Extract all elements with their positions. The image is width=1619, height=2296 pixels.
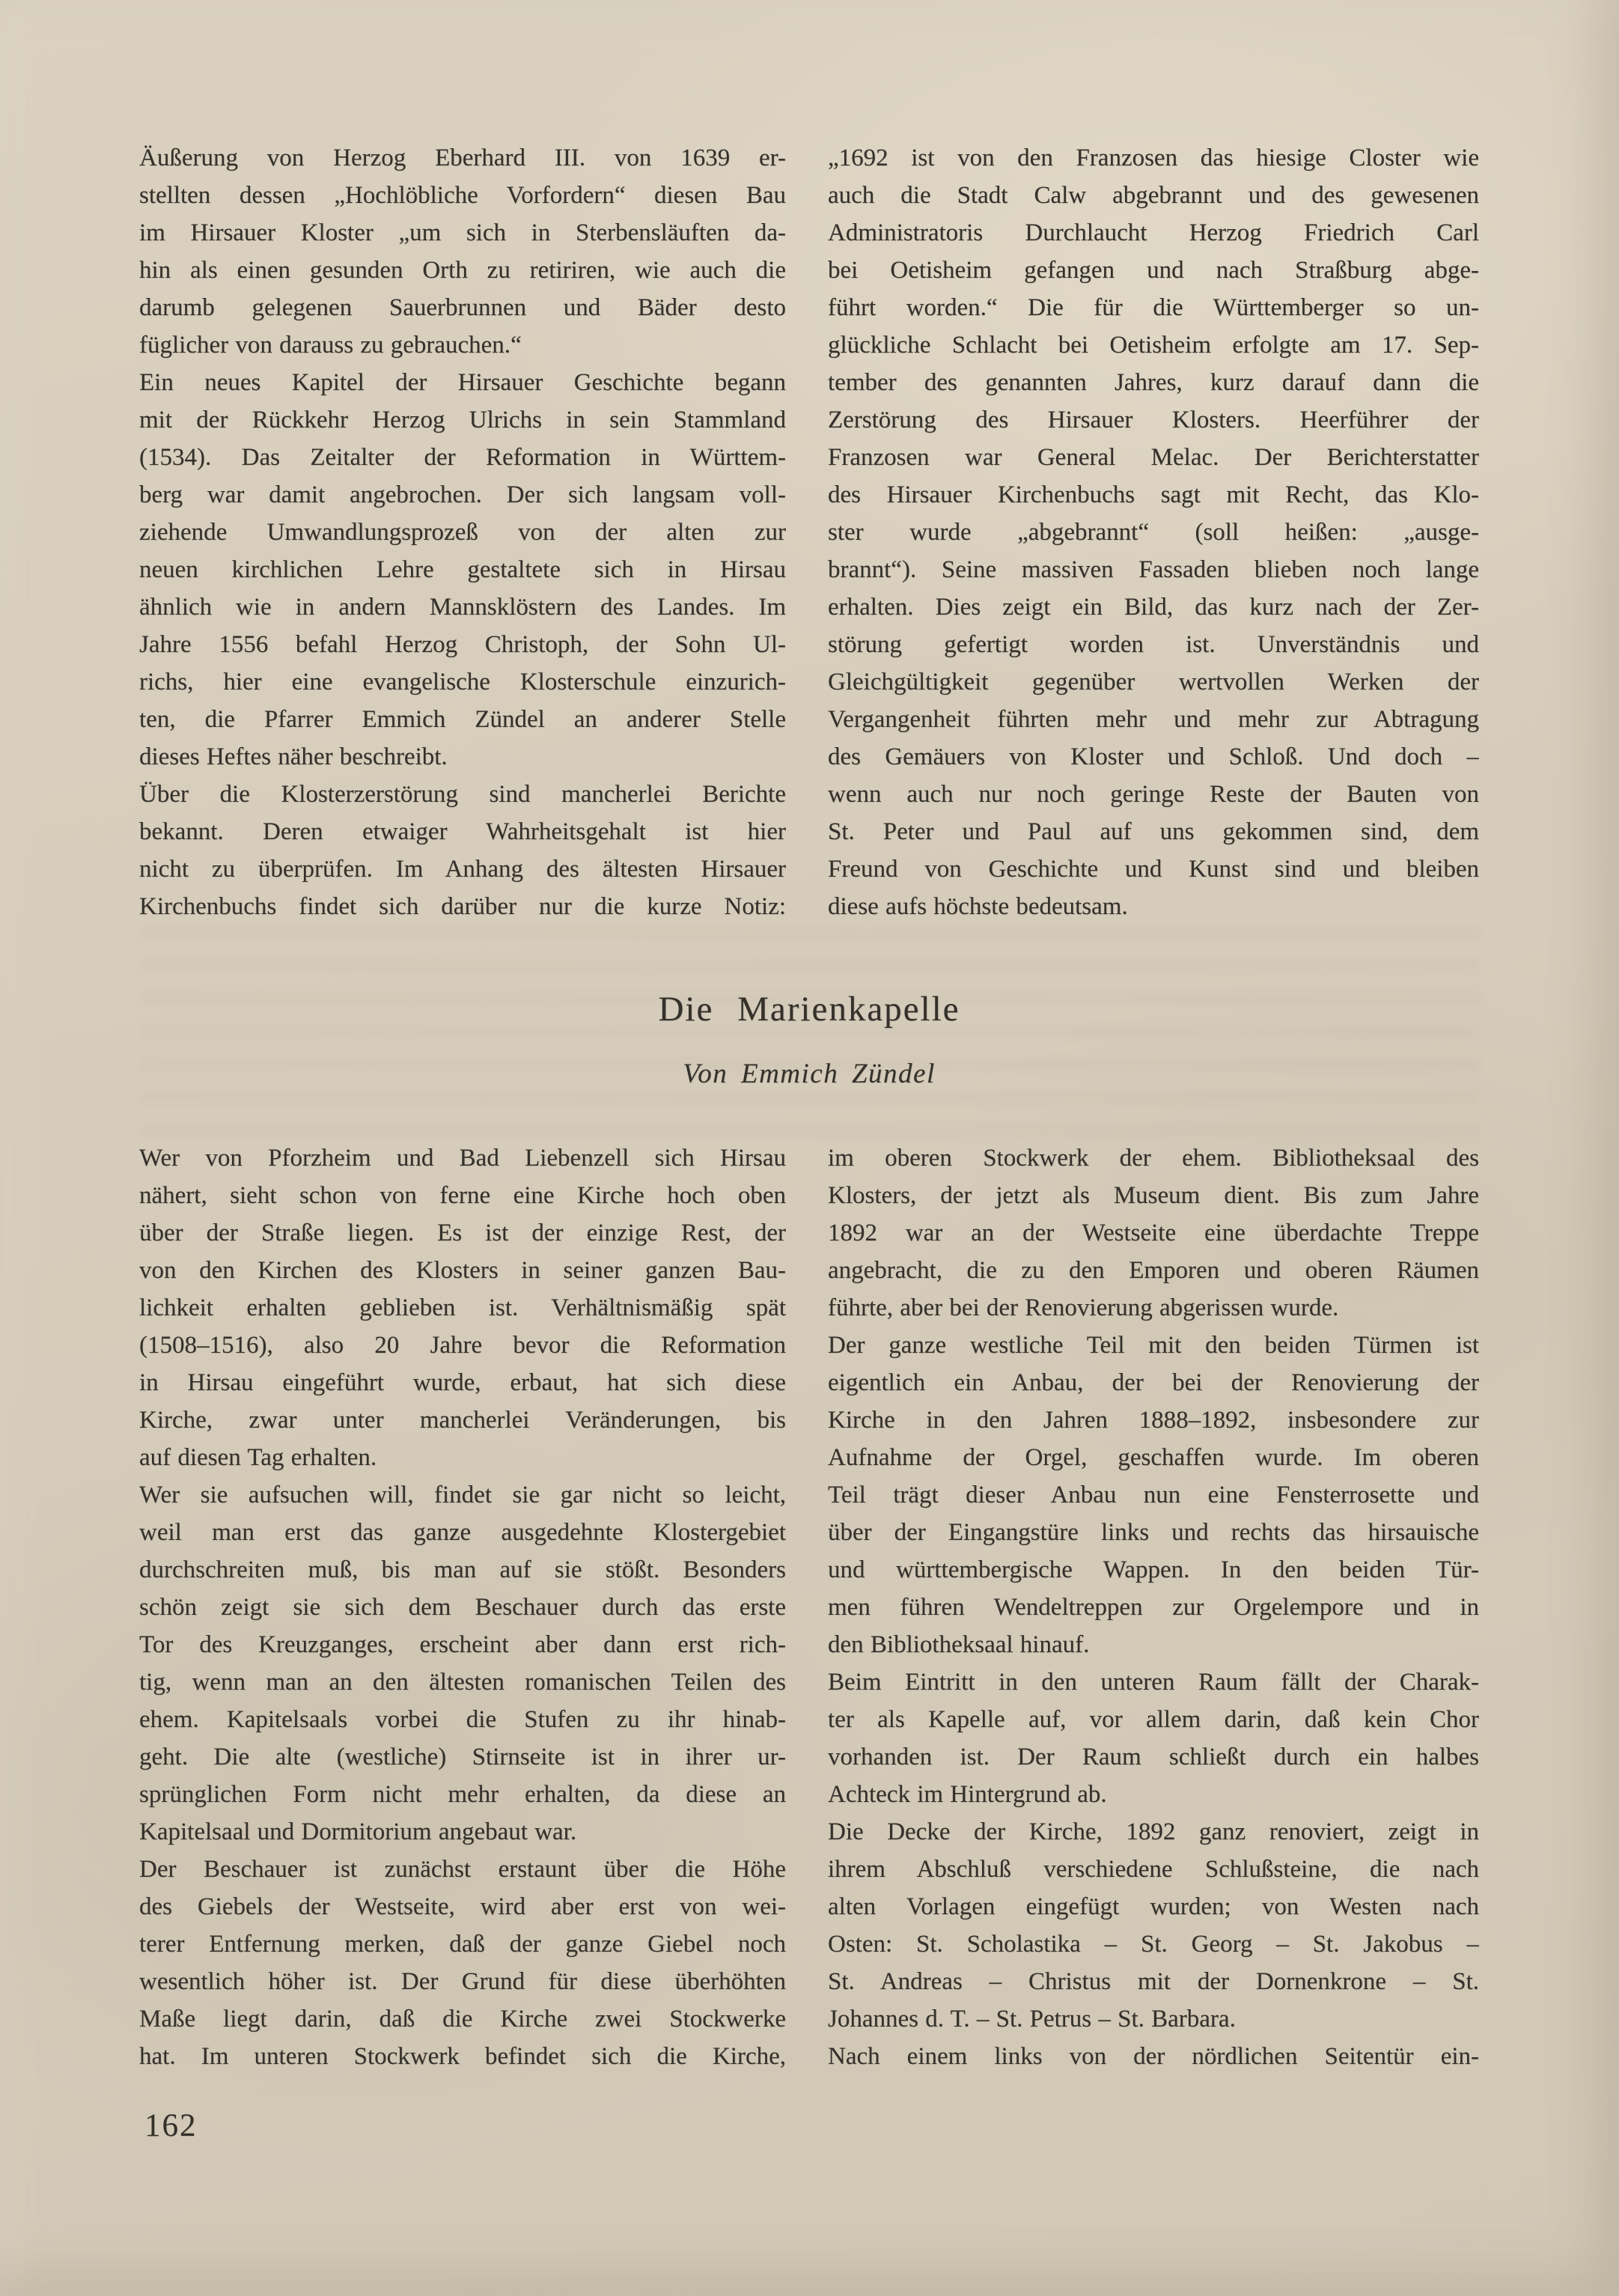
text-line: Der ganze westliche Teil mit den beiden Türmen ist	[828, 1332, 1479, 1359]
text-line: des Gemäuers von Kloster und Schloß. Und doch –	[828, 743, 1479, 770]
text-line: glückliche Schlacht bei Oetisheim erfolgte am 17. Sep-	[828, 332, 1479, 359]
text-line: terer Entfernung merken, daß der ganze Giebel noch	[139, 1931, 786, 1958]
text-line: ter als Kapelle auf, vor allem darin, daß kein Chor	[828, 1706, 1479, 1733]
text-line: darumb gelegenen Sauerbrunnen und Bäder desto	[139, 294, 786, 321]
page-number: 162	[144, 2108, 198, 2143]
article-byline: Von Emmich Zündel	[683, 1059, 936, 1089]
text-line: den Bibliotheksaal hinauf.	[828, 1631, 1090, 1658]
text-line: Kirchenbuchs findet sich darüber nur die kurze Notiz:	[139, 893, 786, 920]
text-line: Johannes d. T. – St. Petrus – St. Barbara.	[828, 2006, 1236, 2032]
text-line: des Giebels der Westseite, wird aber erst von wei-	[139, 1893, 786, 1920]
text-line: wenn auch nur noch geringe Reste der Bauten von	[828, 781, 1479, 808]
column-bottom-right	[828, 1139, 1479, 2075]
text-line: ehem. Kapitelsaals vorbei die Stufen zu ihr hinab-	[139, 1706, 786, 1733]
text-line: stellten dessen „Hochlöbliche Vorfordern“ diesen Bau	[139, 182, 786, 209]
text-line: bekannt. Deren etwaiger Wahrheitsgehalt ist hier	[139, 818, 786, 845]
text-line: nähert, sieht schon von ferne eine Kirche hoch oben	[139, 1182, 786, 1209]
text-line: Klosters, der jetzt als Museum dient. Bis zum Jahre	[828, 1182, 1479, 1209]
text-line: in Hirsau eingeführt wurde, erbaut, hat sich diese	[139, 1369, 786, 1396]
text-line: (1534). Das Zeitalter der Reformation in Württem-	[139, 444, 786, 471]
text-line: brannt“). Seine massiven Fassaden blieben noch lange	[828, 556, 1479, 583]
text-line: von den Kirchen des Klosters in seiner ganzen Bau-	[139, 1257, 786, 1284]
text-line: auf diesen Tag erhalten.	[139, 1444, 377, 1471]
text-line: störung gefertigt worden ist. Unverständnis und	[828, 631, 1479, 658]
text-line: men führen Wendeltreppen zur Orgelempore und in	[828, 1594, 1479, 1621]
article-title: Die Marienkapelle	[658, 990, 960, 1029]
text-line: Äußerung von Herzog Eberhard III. von 1639 er-	[139, 144, 786, 171]
text-line: durchschreiten muß, bis man auf sie stößt. Besonders	[139, 1556, 786, 1583]
text-line: erhalten. Dies zeigt ein Bild, das kurz nach der Zer-	[828, 594, 1479, 621]
text-line: tig, wenn man an den ältesten romanischen Teilen des	[139, 1669, 786, 1696]
text-line: im oberen Stockwerk der ehem. Bibliotheksaal des	[828, 1145, 1479, 1172]
text-line: sprünglichen Form nicht mehr erhalten, da diese an	[139, 1781, 786, 1808]
text-line: Osten: St. Scholastika – St. Georg – St. Jakobus –	[828, 1931, 1479, 1958]
text-line: dieses Heftes näher beschreibt.	[139, 743, 448, 770]
text-line: Franzosen war General Melac. Der Berichterstatter	[828, 444, 1479, 471]
text-line: des Hirsauer Kirchenbuchs sagt mit Recht, das Klo-	[828, 481, 1479, 508]
text-line: angebracht, die zu den Emporen und oberen Räumen	[828, 1257, 1479, 1284]
text-line: ten, die Pfarrer Emmich Zündel an anderer Stelle	[139, 706, 786, 733]
text-line: wesentlich höher ist. Der Grund für diese überhöhten	[139, 1968, 786, 1995]
text-line: Beim Eintritt in den unteren Raum fällt der Charak-	[828, 1669, 1479, 1696]
text-line: und württembergische Wappen. In den beiden Tür-	[828, 1556, 1479, 1583]
text-line: berg war damit angebrochen. Der sich langsam voll-	[139, 481, 786, 508]
text-line: nicht zu überprüfen. Im Anhang des ältesten Hirsauer	[139, 856, 786, 883]
text-line: vorhanden ist. Der Raum schließt durch ein halbes	[828, 1744, 1479, 1770]
text-line: ihrem Abschluß verschiedene Schlußsteine, die nach	[828, 1856, 1479, 1883]
text-line: alten Vorlagen eingefügt wurden; von Westen nach	[828, 1893, 1479, 1920]
text-line: Freund von Geschichte und Kunst sind und bleiben	[828, 856, 1479, 883]
text-line: Über die Klosterzerstörung sind mancherlei Berichte	[139, 781, 786, 808]
text-line: Der Beschauer ist zunächst erstaunt über die Höhe	[139, 1856, 786, 1883]
text-line: Wer sie aufsuchen will, findet sie gar nicht so leicht,	[139, 1482, 786, 1508]
text-line: neuen kirchlichen Lehre gestaltete sich in Hirsau	[139, 556, 786, 583]
text-line: Teil trägt dieser Anbau nun eine Fensterrosette und	[828, 1482, 1479, 1508]
text-line: Vergangenheit führten mehr und mehr zur Abtragung	[828, 706, 1479, 733]
text-line: diese aufs höchste bedeutsam.	[828, 893, 1128, 920]
text-line: über der Eingangstüre links und rechts das hirsauische	[828, 1519, 1479, 1546]
text-line: mit der Rückkehr Herzog Ulrichs in sein Stammland	[139, 406, 786, 433]
text-line: ziehende Umwandlungsprozeß von der alten zur	[139, 519, 786, 546]
text-line: Ein neues Kapitel der Hirsauer Geschichte begann	[139, 369, 786, 396]
text-line: führt worden.“ Die für die Württemberger so un-	[828, 294, 1479, 321]
text-line: im Hirsauer Kloster „um sich in Sterbensläuften da-	[139, 219, 786, 246]
text-line: hin als einen gesunden Orth zu retiriren, wie auch die	[139, 257, 786, 284]
text-line: führte, aber bei der Renovierung abgerissen wurde.	[828, 1294, 1339, 1321]
text-line: ster wurde „abgebrannt“ (soll heißen: „ausge-	[828, 519, 1479, 546]
text-line: weil man erst das ganze ausgedehnte Klostergebiet	[139, 1519, 786, 1546]
bleedthrough-texture	[139, 922, 1479, 1144]
text-line: Maße liegt darin, daß die Kirche zwei Stockwerke	[139, 2006, 786, 2032]
text-line: „1692 ist von den Franzosen das hiesige Closter wie	[828, 144, 1479, 171]
text-line: Kirche, zwar unter mancherlei Veränderungen, bis	[139, 1407, 786, 1434]
text-line: 1892 war an der Westseite eine überdachte Treppe	[828, 1219, 1479, 1246]
text-line: (1508–1516), also 20 Jahre bevor die Reformation	[139, 1332, 786, 1359]
text-line: bei Oetisheim gefangen und nach Straßburg abge-	[828, 257, 1479, 284]
column-bottom-left	[139, 1139, 786, 2075]
text-line: schön zeigt sie sich dem Beschauer durch das erste	[139, 1594, 786, 1621]
text-line: richs, hier eine evangelische Klosterschule einzurich-	[139, 669, 786, 695]
text-line: Zerstörung des Hirsauer Klosters. Heerführer der	[828, 406, 1479, 433]
text-line: St. Andreas – Christus mit der Dornenkrone – St.	[828, 1968, 1479, 1995]
text-line: Jahre 1556 befahl Herzog Christoph, der Sohn Ul-	[139, 631, 786, 658]
text-line: St. Peter und Paul auf uns gekommen sind, dem	[828, 818, 1479, 845]
text-line: Administratoris Durchlaucht Herzog Friedrich Carl	[828, 219, 1479, 246]
text-line: Nach einem links von der nördlichen Seitentür ein-	[828, 2043, 1479, 2070]
text-line: Die Decke der Kirche, 1892 ganz renoviert, zeigt in	[828, 1818, 1479, 1845]
text-line: Kapitelsaal und Dormitorium angebaut war.	[139, 1818, 577, 1845]
text-line: tember des genannten Jahres, kurz darauf dann die	[828, 369, 1479, 396]
text-line: Achteck im Hintergrund ab.	[828, 1781, 1107, 1808]
text-line: eigentlich ein Anbau, der bei der Renovierung der	[828, 1369, 1479, 1396]
text-line: über der Straße liegen. Es ist der einzige Rest, der	[139, 1219, 786, 1246]
text-line: lichkeit erhalten geblieben ist. Verhältnismäßig spät	[139, 1294, 786, 1321]
text-line: Aufnahme der Orgel, geschaffen wurde. Im oberen	[828, 1444, 1479, 1471]
text-line: füglicher von darauss zu gebrauchen.“	[139, 332, 522, 359]
text-line: Tor des Kreuzganges, erscheint aber dann erst rich-	[139, 1631, 786, 1658]
text-line: hat. Im unteren Stockwerk befindet sich die Kirche,	[139, 2043, 786, 2070]
column-top-left	[139, 139, 786, 925]
text-line: Gleichgültigkeit gegenüber wertvollen Werken der	[828, 669, 1479, 695]
text-line: ähnlich wie in andern Mannsklöstern des Landes. Im	[139, 594, 786, 621]
text-line: Kirche in den Jahren 1888–1892, insbesondere zur	[828, 1407, 1479, 1434]
text-line: geht. Die alte (westliche) Stirnseite ist in ihrer ur-	[139, 1744, 786, 1770]
column-top-right	[828, 139, 1479, 925]
text-line: auch die Stadt Calw abgebrannt und des gewesenen	[828, 182, 1479, 209]
text-line: Wer von Pforzheim und Bad Liebenzell sich Hirsau	[139, 1145, 786, 1172]
